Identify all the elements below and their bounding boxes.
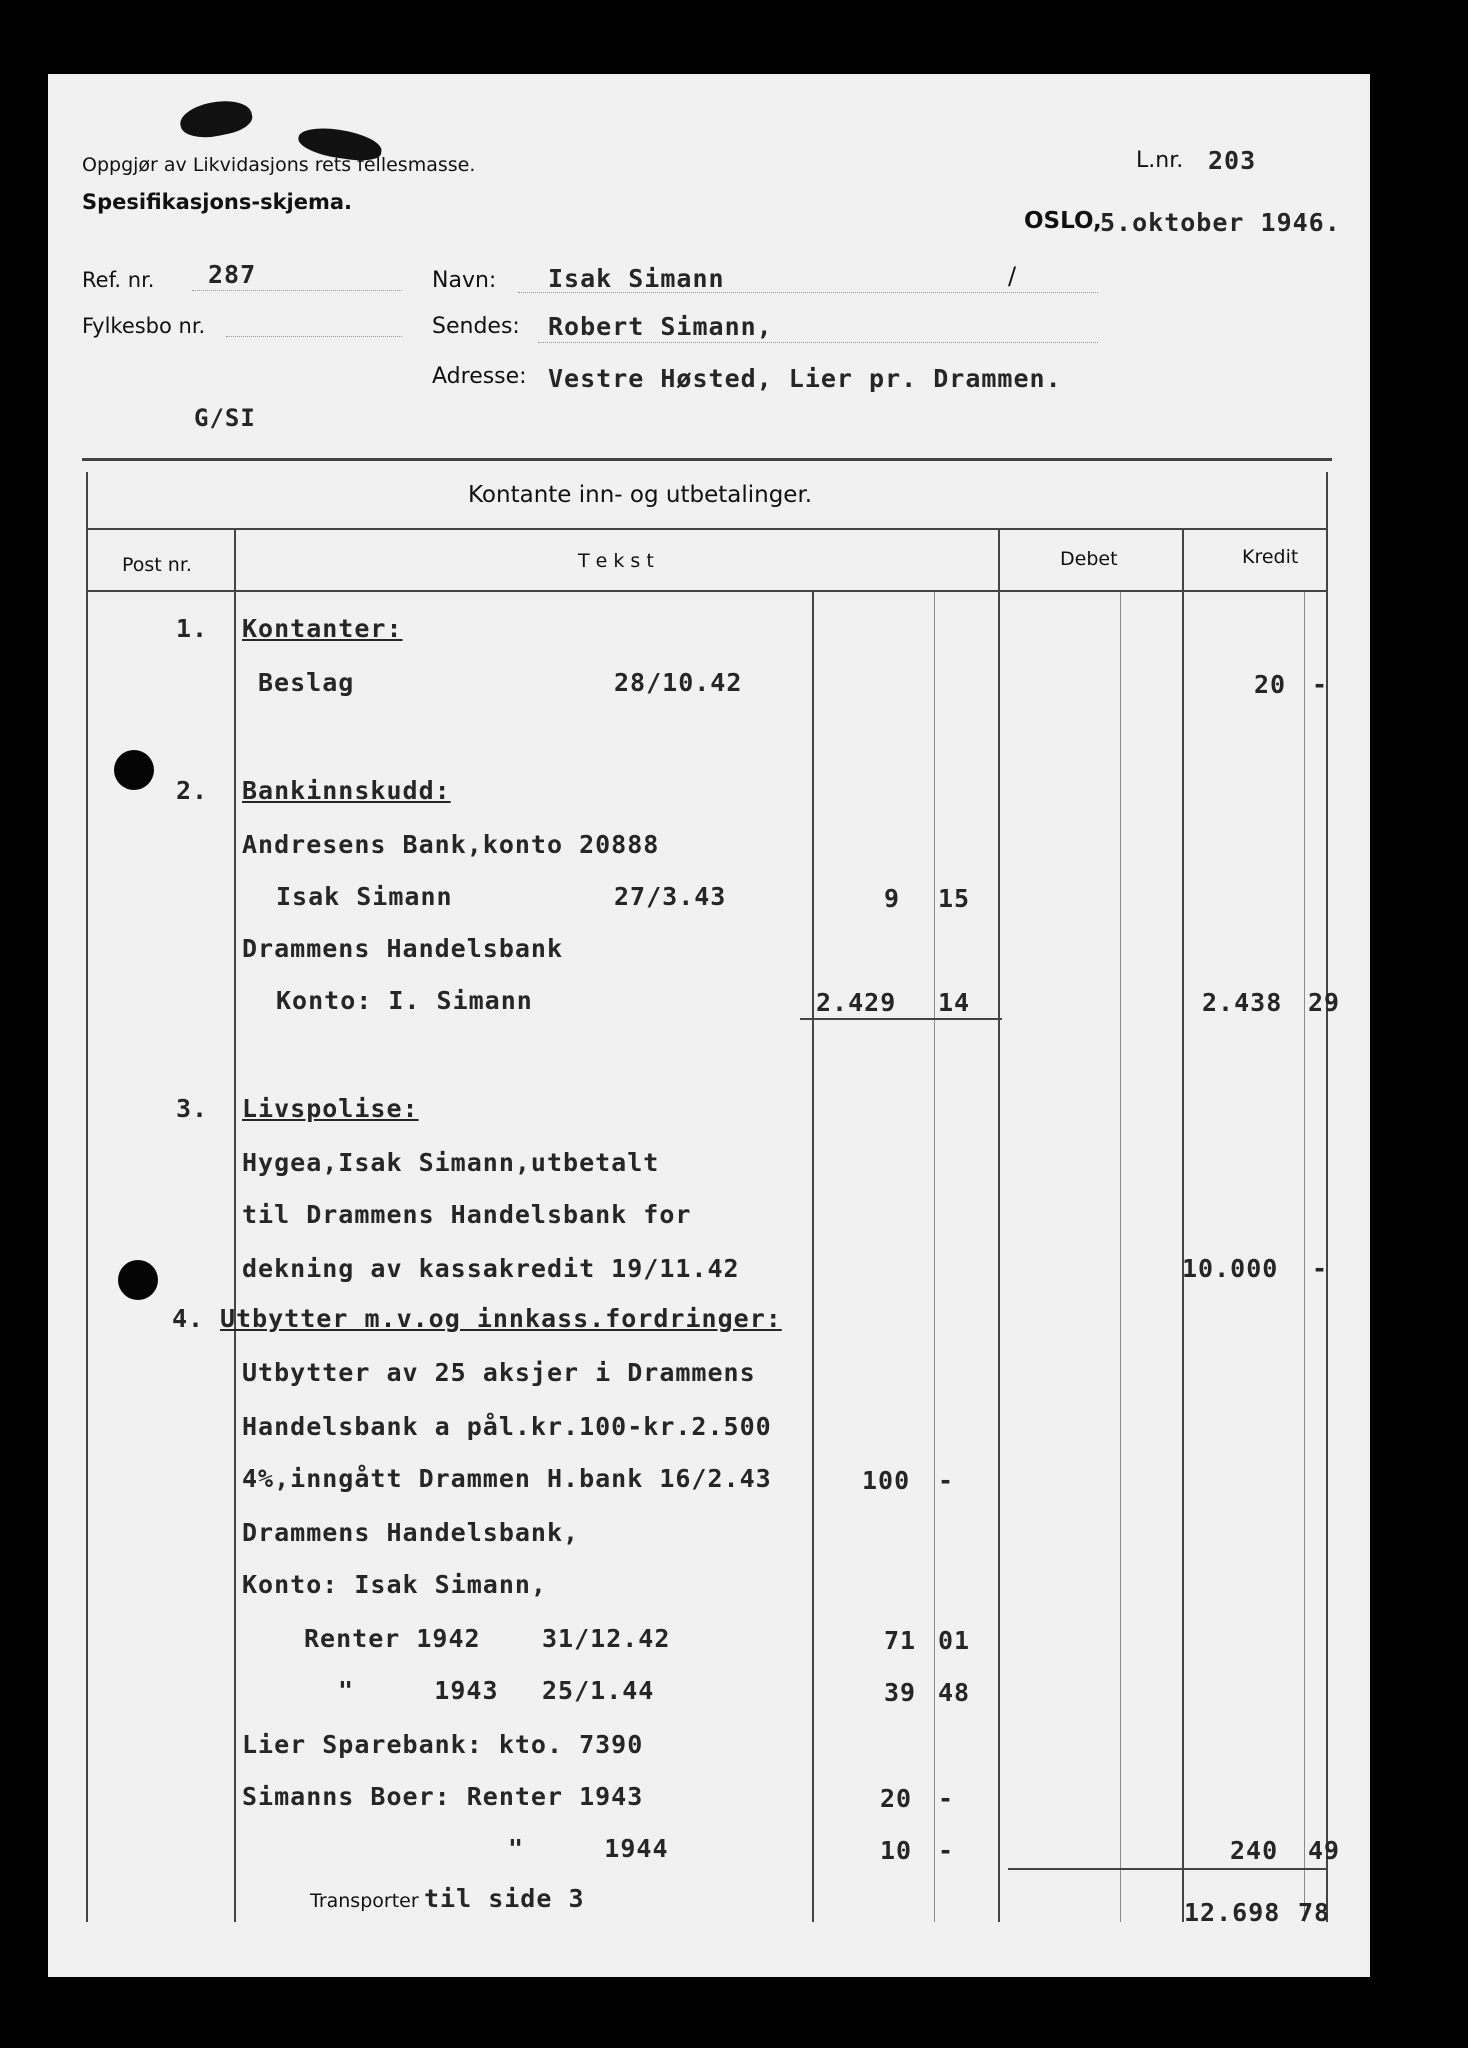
sendes-dotted-line (538, 342, 1098, 343)
punch-hole (118, 1260, 158, 1300)
row-text: Handelsbank a pål.kr.100-kr.2.500 (242, 1412, 772, 1441)
navn-dotted-line (518, 292, 1098, 293)
total-rule (1008, 1868, 1328, 1870)
row-text: Utbytter m.v.og innkass.fordringer: (220, 1304, 782, 1333)
post-col-divider (234, 530, 236, 1922)
org-line: Oppgjør av Likvidasjons rets fellesmasse. (82, 154, 476, 176)
amount-kr: 100 (862, 1466, 911, 1495)
row-text: Bankinnskudd: (242, 776, 451, 805)
lnr-label: L.nr. (1136, 148, 1184, 173)
kredit-ore: - (1312, 670, 1329, 699)
header-bottom-rule (86, 590, 1328, 592)
fylkesbo-label: Fylkesbo nr. (82, 314, 206, 338)
amount-kr: 10 (880, 1836, 913, 1865)
amount-kr: 71 (884, 1626, 917, 1655)
navn-value: Isak Simann (548, 264, 725, 293)
row-text: Drammens Handelsbank (242, 934, 564, 963)
kredit-ore: - (1312, 1254, 1329, 1283)
post-number: 2. (176, 776, 209, 805)
ore-col-divider (934, 592, 935, 1922)
amount-ore: 01 (938, 1626, 971, 1655)
ref-value: 287 (208, 260, 257, 289)
date-value: 5.oktober 1946. (1100, 208, 1341, 237)
kredit-col-left (1182, 530, 1184, 1922)
row-date: 25/1.44 (542, 1676, 655, 1705)
transporter-label: Transporter (310, 1890, 419, 1912)
row-text: 4%,inngått Drammen H.bank 16/2.43 (242, 1464, 772, 1493)
place-label: OSLO, (1024, 208, 1102, 234)
amount-kr: 2.429 (816, 988, 897, 1017)
amount-ore: 48 (938, 1678, 971, 1707)
amount-ore: - (938, 1784, 955, 1813)
row-text: til Drammens Handelsbank for (242, 1200, 692, 1229)
row-text: Simanns Boer: Renter 1943 (242, 1782, 644, 1811)
title-bottom-rule (86, 528, 1328, 530)
ref-label: Ref. nr. (82, 268, 155, 292)
amount-ore: 14 (938, 988, 971, 1017)
post-number: 4. (172, 1304, 205, 1333)
amount-ore: - (938, 1836, 955, 1865)
row-text: Beslag (258, 668, 355, 697)
document-page (48, 74, 1370, 1977)
sendes-label: Sendes: (432, 314, 520, 339)
amount-col-left (812, 592, 814, 1922)
col-header-tekst: T e k s t (578, 550, 654, 572)
subtotal-rule (800, 1018, 1002, 1020)
kredit-ore-divider (1304, 592, 1305, 1922)
post-number: 3. (176, 1094, 209, 1123)
amount-kr: 9 (884, 884, 901, 913)
kredit-kr: 10.000 (1182, 1254, 1279, 1283)
debet-ore-divider (1120, 592, 1121, 1922)
transporter-text: til side 3 (424, 1884, 585, 1913)
amount-ore: 15 (938, 884, 971, 913)
ink-blot (177, 95, 254, 143)
form-name: Spesifikasjons-skjema. (82, 190, 353, 214)
row-text: " 1943 (338, 1676, 499, 1705)
adresse-value: Vestre Høsted, Lier pr. Drammen. (548, 364, 1062, 393)
lnr-value: 203 (1208, 146, 1257, 175)
initials: G/SI (194, 404, 256, 432)
kredit-ore: 49 (1308, 1836, 1341, 1865)
kredit-ore: 29 (1308, 988, 1341, 1017)
row-text: Konto: Isak Simann, (242, 1570, 547, 1599)
row-text: Hygea,Isak Simann,utbetalt (242, 1148, 660, 1177)
navn-slash: / (1008, 262, 1017, 290)
adresse-label: Adresse: (432, 364, 527, 389)
row-text: Konto: I. Simann (276, 986, 533, 1015)
post-number: 1. (176, 614, 209, 643)
amount-kr: 39 (884, 1678, 917, 1707)
row-date: 27/3.43 (614, 882, 727, 911)
amount-kr: 20 (880, 1784, 913, 1813)
row-date: 31/12.42 (542, 1624, 671, 1653)
total-kredit-ore: 78 (1298, 1898, 1331, 1927)
navn-label: Navn: (432, 268, 497, 293)
ref-dotted-line (192, 290, 402, 291)
row-text: Isak Simann (276, 882, 453, 911)
row-text: " 1944 (508, 1834, 669, 1863)
debet-col-left (998, 530, 1000, 1922)
table-top-rule (82, 458, 1332, 461)
kredit-kr: 240 (1230, 1836, 1279, 1865)
sendes-value: Robert Simann, (548, 312, 773, 341)
row-text: Livspolise: (242, 1094, 419, 1123)
row-text: Lier Sparebank: kto. 7390 (242, 1730, 644, 1759)
kredit-kr: 2.438 (1202, 988, 1283, 1017)
row-date: 28/10.42 (614, 668, 743, 697)
row-text: Andresens Bank,konto 20888 (242, 830, 660, 859)
col-header-post: Post nr. (122, 554, 192, 576)
punch-hole (114, 750, 154, 790)
row-text: Renter 1942 (304, 1624, 481, 1653)
row-text: Drammens Handelsbank, (242, 1518, 580, 1547)
table-title: Kontante inn- og utbetalinger. (468, 482, 813, 508)
fylkesbo-dotted-line (226, 336, 402, 337)
row-text: Utbytter av 25 aksjer i Drammens (242, 1358, 756, 1387)
table-left-border (86, 472, 88, 1922)
row-text: Kontanter: (242, 614, 403, 643)
col-header-kredit: Kredit (1242, 546, 1299, 568)
col-header-debet: Debet (1060, 548, 1118, 570)
total-kredit-kr: 12.698 (1184, 1898, 1281, 1927)
amount-ore: - (938, 1466, 955, 1495)
kredit-kr: 20 (1254, 670, 1287, 699)
row-text: dekning av kassakredit 19/11.42 (242, 1254, 740, 1283)
